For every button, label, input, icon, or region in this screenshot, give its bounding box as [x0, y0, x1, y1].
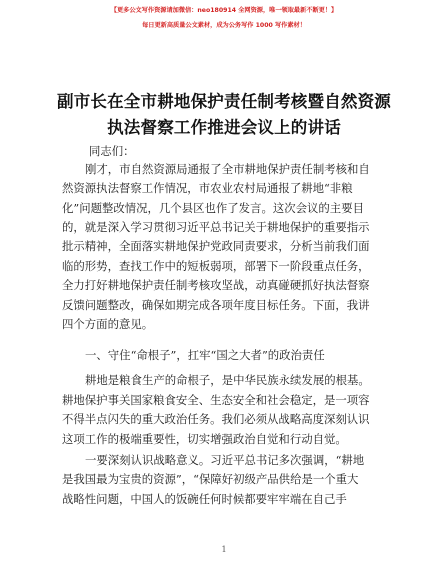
paragraph-2-line: 全力打好耕地保护责任制考核攻坚战，动真碰硬抓好执法督察: [62, 278, 370, 293]
paragraph-5: [62, 451, 398, 509]
paragraph-2-line: 的，就是深入学习贯彻习近平总书记关于耕地保护的重要指示: [62, 220, 370, 234]
paragraph-5-line: 战略性问题，中国人的饭碗任何时候都要牢牢端在自己手: [62, 491, 347, 506]
document-title-line-1: 副市长在全市耕地保护责任制考核暨自然资源: [57, 92, 391, 111]
paragraph-5-line: 一要深刻认识战略意义。习近平总书记多次强调，“耕地: [85, 453, 365, 467]
paragraph-2: [62, 218, 398, 334]
salutation: 同志们：: [89, 144, 135, 158]
paragraph-2-line: 临的形势，查找工作中的短板弱项，部署下一阶段重点任务，: [62, 258, 370, 273]
paragraph-5-line: 是我国最为宝贵的资源”，“保障好初级产品供给是一个重大: [62, 472, 359, 487]
document-title-line-2: 执法督察工作推进会议上的讲话: [107, 118, 341, 137]
paragraph-4-line: 耕地保护事关国家粮食安全、生态安全和社会稳定，是一项容: [62, 393, 370, 407]
paragraph-4: [62, 391, 398, 449]
paragraph-1-line: 刚才，市自然资源局通报了全市耕地保护责任制考核和自: [85, 162, 370, 176]
paragraph-1-line: 然资源执法督察工作情况，市农业农村局通报了耕地“非粮: [62, 181, 353, 196]
paragraph-2-line: 批示精神，全面落实耕地保护党政同责要求，分析当前我们面: [62, 239, 370, 254]
page-number: 1: [221, 545, 227, 554]
paragraph-2-line: 反馈问题整改，确保如期完成各项年度目标任务。下面，我讲: [62, 297, 370, 312]
header-banner: [80, 4, 368, 32]
section-heading-1: 一、守住“命根子”，扛牢“国之大者”的政治责任: [85, 348, 325, 362]
banner-line-1: 【更多公文写作资源请加微信：neo180914 全网资源，唯一领取最新不断更！】: [110, 7, 338, 14]
paragraph-4-line: 这项工作的极端重要性，切实增强政治自觉和行动自觉。: [62, 431, 347, 446]
paragraph-3: 耕地是粮食生产的命根子，是中华民族永续发展的根基。: [85, 373, 370, 387]
paragraph-4-line: 不得半点闪失的重大政治任务。我们必须从战略高度深刻认识: [62, 412, 370, 427]
banner-line-2: 每日更新高质量公文素材，成为公务写作 1000 写作素材！: [142, 22, 306, 29]
paragraph-2-line: 四个方面的意见。: [62, 316, 154, 331]
paragraph-1-line: 化”问题整改情况，几个县区也作了发言。这次会议的主要目: [62, 200, 364, 215]
paragraph-1: [62, 160, 398, 218]
